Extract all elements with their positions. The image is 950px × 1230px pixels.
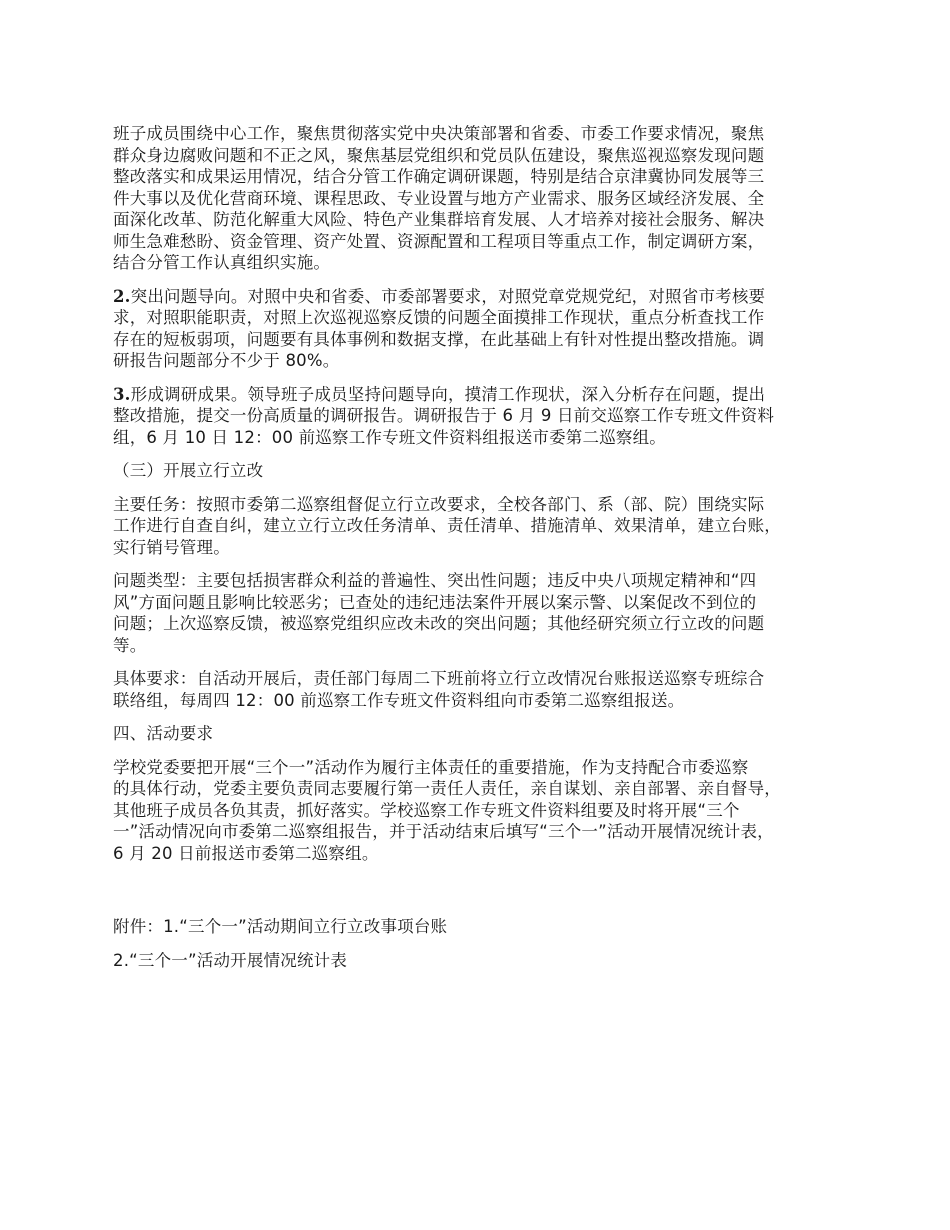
problem-type-paragraph: 问题类型：主要包括损害群众利益的普遍性、突出性问题；违反中央八项规定精神和“四 风”方面问题且影响比较恶劣；已查处的违纪违法案件开展以案示警、以案促改不到位的 问题；上次巡察反馈，被巡察党组织应改未改的突出问题；其他经研究须立行立改的问题 等。 — [113, 571, 765, 655]
item-2-number: 2. — [113, 286, 131, 306]
section-4-heading: 四、活动要求 — [113, 724, 214, 743]
intro-paragraph: 班子成员围绕中心工作，聚焦贯彻落实党中央决策部署和省委、市委工作要求情况，聚焦 群众身边腐败问题和不正之风，聚焦基层党组织和党员队伍建设，聚焦巡视巡察发现问题 整改落实和成果运用情况，结合分管工作确定调研课题，特别是结合京津冀协同发展等三 件大事以及优化营商环境、课程思政、专业设置与地方产业需求、服务区域经济发展、全 面深化改革、防范化解重大风险、特色产业集群培育发展、人才培养对接社会服务、解决 师生急难愁盼、资金管理、资产处置、资源配置和工程项目等重点工作，制定调研方案， 结合分管工作认真组织实施。 — [113, 124, 765, 272]
item-3-paragraph: 3.形成调研成果。领导班子成员坚持问题导向，摸清工作现状，深入分析存在问题，提出 整改措施，提交一份高质量的调研报告。调研报告于 6 月 9 日前交巡察工作专班文件资料 组，6 月 10 日 12：00 前巡察工作专班文件资料组报送市委第二巡察组。 — [113, 384, 775, 447]
section-4-paragraph: 学校党委要把开展“三个一”活动作为履行主体责任的重要措施，作为支持配合市委巡察 的具体行动，党委主要负责同志要履行第一责任人责任，亲自谋划、亲自部署、亲自督导， 其他班子成员各负其责，抓好落实。学校巡察工作专班文件资料组要及时将开展“三个 一”活动情况向市委第二巡察组报告，并于活动结束后填写“三个一”活动开展情况统计表， 6 月 20 日前报送市委第二巡察组。 — [113, 757, 781, 863]
specific-requirements-paragraph: 具体要求：自活动开展后，责任部门每周二下班前将立行立改情况台账报送巡察专班综合 联络组，每周四 12：00 前巡察工作专班文件资料组向市委第二巡察组报送。 — [113, 669, 765, 710]
document-page — [113, 123, 858, 971]
attachment-1: 附件：1.“三个一”活动期间立行立改事项台账 — [113, 917, 448, 936]
item-2-paragraph: 2.突出问题导向。对照中央和省委、市委部署要求，对照党章党规党纪，对照省市考核要 求，对照职能职责，对照上次巡视巡察反馈的问题全面摸排工作现状，重点分析查找工作 存在的短板弱项，问题要有具体事例和数据支撑，在此基础上有针对性提出整改措施。调 研报告问题部分不少于 80%。 — [113, 286, 766, 370]
section-3-heading: （三）开展立行立改 — [113, 461, 264, 480]
item-3-number: 3. — [113, 384, 131, 404]
attachment-2: 2.“三个一”活动开展情况统计表 — [113, 950, 348, 970]
main-task-paragraph: 主要任务：按照市委第二巡察组督促立行立改要求，全校各部门、系（部、院）围绕实际 工作进行自查自纠，建立立行立改任务清单、责任清单、措施清单、效果清单，建立台账， 实行销号管理。 — [113, 494, 781, 557]
